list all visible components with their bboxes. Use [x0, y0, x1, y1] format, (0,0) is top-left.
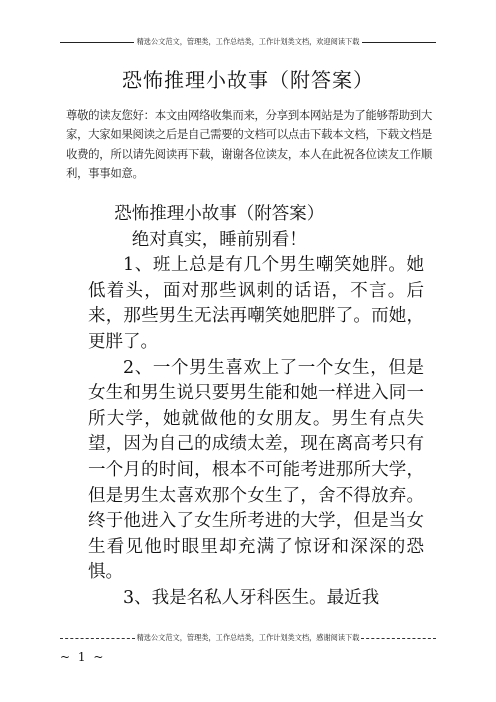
story-paragraph-2: 2、一个男生喜欢上了一个女生，但是女生和男生说只要男生能和她一样进入同一所大学，她就做他的女朋友。男生有点失望，因为自己的成绩太差，现在离高考只有一个月的时间，根本不可能考进那所大学，但是男生太喜欢那个女生了，舍不得放弃。终于他进入了女生所考进的大学，但是当女生看见他时眼里却充满了惊讶和深深的恐惧。 [88, 357, 424, 583]
page-footer [60, 632, 436, 644]
story-paragraph-3: 3、我是名私人牙科医生。最近我 [123, 587, 380, 608]
document-title: 恐怖推理小故事（附答案） [122, 68, 374, 92]
story-subtitle: 恐怖推理小故事（附答案） [114, 204, 325, 224]
reader-notice: 尊敬的读友您好：本文由网络收集而来，分享到本网站是为了能够帮助到大家，大家如果阅读之后是自己需要的文档可以点击下载本文档，下载文档是收费的，所以请先阅读再下载，谢谢各位读友，本人在此祝各位读友工作顺利，事事如意。 [66, 108, 432, 181]
story-warning: 绝对真实，睡前别看！ [131, 229, 307, 250]
story-content [88, 202, 424, 612]
footer-text: 精选公文范文，管理类，工作总结类，工作计划类文档，感谢阅读下载 [136, 633, 360, 642]
footer-rule-left [60, 638, 135, 639]
header-text: 精选公文范文，管理类，工作总结类，工作计划类文档，欢迎阅读下载 [136, 37, 360, 46]
page-number: ~ 1 ~ [60, 650, 106, 664]
story-paragraph-1: 1、班上总是有几个男生嘲笑她胖。她低着头，面对那些讽刺的话语，不言。后来，那些男生无法再嘲笑她肥胖了。而她，更胖了。 [88, 255, 424, 352]
footer-rule-right [361, 638, 436, 639]
page-header [60, 36, 436, 48]
header-rule-right [362, 42, 436, 43]
header-rule-left [60, 42, 134, 43]
